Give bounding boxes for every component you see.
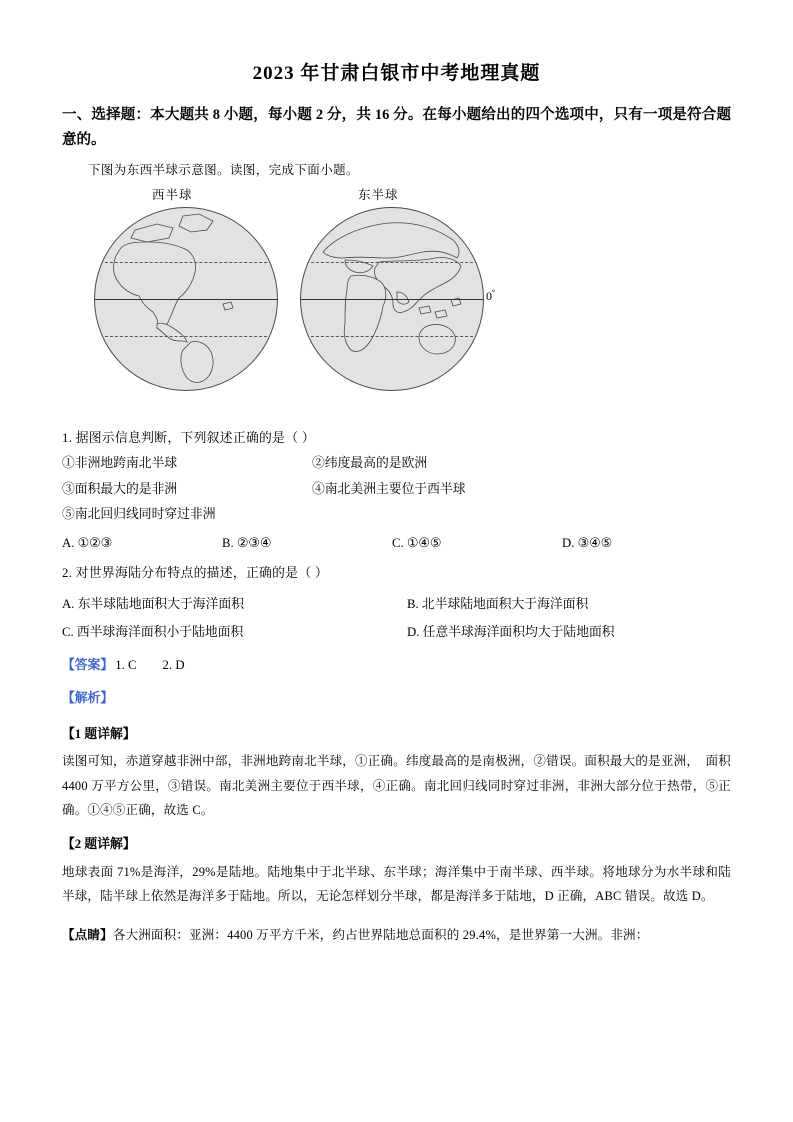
answer-value-2: 2. D <box>162 657 185 672</box>
answer-value-1: 1. C <box>115 657 137 672</box>
explanation-1-heading: 【1 题详解】 <box>62 726 136 741</box>
east-hemisphere-label: 东半球 <box>358 188 399 202</box>
question-1-options <box>62 530 731 557</box>
explanation-1-text: 读图可知，赤道穿越非洲中部，非洲地跨南北半球，①正确。纬度最高的是南极洲，②错误。面积最大的是亚洲， 面积 4400 万平方公里，③错误。南北美洲主要位于西半球，④正确。南北回归线同时穿过非洲，非洲大部分位于热带，⑤正确。①④⑤正确，故选 C。 <box>62 754 731 817</box>
explanation-2-heading: 【2 题详解】 <box>62 837 136 852</box>
explanation-3 <box>62 923 731 947</box>
tropic-of-cancer-east <box>301 262 483 263</box>
hemispheres-figure <box>86 185 506 420</box>
question-2-option-c[interactable]: C. 西半球海洋面积小于陆地面积 <box>62 624 244 639</box>
tropic-of-capricorn-east <box>301 336 483 337</box>
equator-west <box>95 299 277 300</box>
west-hemisphere-label: 西半球 <box>152 188 193 202</box>
question-2-option-b[interactable]: B. 北半球陆地面积大于海洋面积 <box>407 596 589 611</box>
tropic-of-capricorn-west <box>95 336 277 337</box>
question-1-statements-row-2 <box>62 477 731 503</box>
question-1-statements-row-3 <box>62 502 731 528</box>
section-heading: 一、选择题：本大题共 8 小题，每小题 2 分，共 16 分。在每小题给出的四个选项中，只有一项是符合题意的。 <box>62 107 731 149</box>
tropic-of-cancer-west <box>95 262 277 263</box>
question-2-options-row-2 <box>62 618 731 646</box>
question-1-statements-row-1 <box>62 451 731 477</box>
question-1-text: 据图示信息判断，下列叙述正确的是（ ） <box>75 431 315 445</box>
statement-2: ②纬度最高的是欧洲 <box>312 455 428 470</box>
statement-1: ①非洲地跨南北半球 <box>62 455 178 470</box>
question-1-option-c[interactable]: C. ①④⑤ <box>392 535 442 550</box>
question-2-options-row-1 <box>62 590 731 618</box>
explanation-2-text: 地球表面 71%是海洋，29%是陆地。陆地集中于北半球、东半球；海洋集中于南半球、西半球。将地球分为水半球和陆半球，陆半球上依然是海洋多于陆地。所以，无论怎样划分半球，都是海洋多于陆地，D 正确，ABC 错误。故选 D。 <box>62 864 731 904</box>
statement-3: ③面积最大的是非洲 <box>62 481 178 496</box>
statement-5: ⑤南北回归线同时穿过非洲 <box>62 507 216 522</box>
question-1-option-b[interactable]: B. ②③④ <box>222 535 272 550</box>
question-1-option-d[interactable]: D. ③④⑤ <box>562 535 613 550</box>
answer-tag: 【答案】 <box>62 657 114 672</box>
question-2-option-a[interactable]: A. 东半球陆地面积大于海洋面积 <box>62 596 244 611</box>
explanation-3-text: 各大洲面积：亚洲：4400 万平方千米，约占世界陆地总面积的 29.4%，是世界第一大洲。非洲： <box>112 927 649 942</box>
stem-intro: 下图为东西半球示意图。读图，完成下面小题。 <box>88 162 359 177</box>
question-1-option-a[interactable]: A. ①②③ <box>62 535 113 550</box>
question-1-stem <box>62 426 731 451</box>
question-2-text: 对世界海陆分布特点的描述，正确的是（ ） <box>75 565 329 580</box>
question-1-number: 1. <box>62 431 73 445</box>
question-2-number: 2. <box>62 565 73 580</box>
question-2-stem <box>62 561 731 586</box>
explanation-3-heading: 【点睛】 <box>62 927 113 942</box>
east-hemisphere-globe <box>300 207 484 391</box>
analysis-tag: 【解析】 <box>62 690 114 705</box>
equator-east <box>301 299 483 300</box>
west-hemisphere-globe <box>94 207 278 391</box>
analysis-row <box>62 685 731 712</box>
page-title: 2023 年甘肃白银市中考地理真题 <box>252 63 541 84</box>
answer-row <box>62 652 731 679</box>
question-2-option-d[interactable]: D. 任意半球海洋面积均大于陆地面积 <box>407 624 615 639</box>
statement-4: ④南北美洲主要位于西半球 <box>312 481 466 496</box>
zero-degree-label: 0° <box>486 288 496 303</box>
